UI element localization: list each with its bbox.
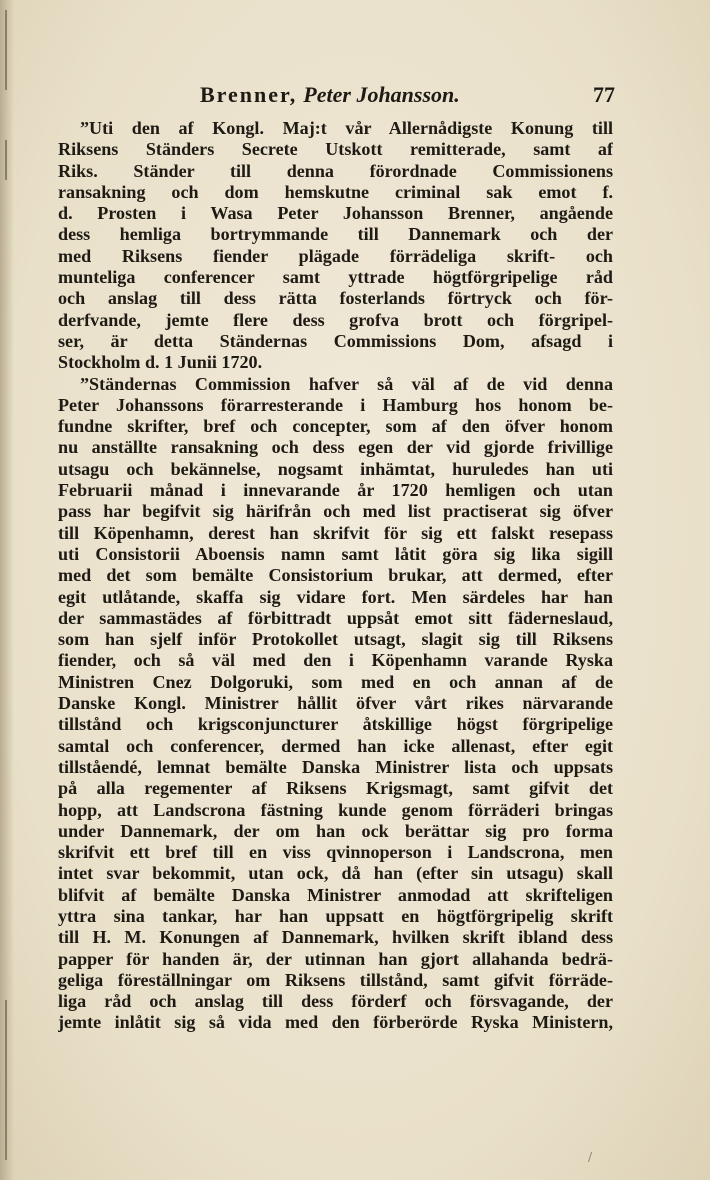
text-line: Riksens Ständers Secrete Utskott remitterade, samt af (58, 139, 613, 160)
text-line: på alla regementer af Riksens Krigsmagt, samt gifvit det (58, 778, 613, 799)
text-line: Danske Kongl. Ministrer hållit öfver vårt rikes närvarande (58, 693, 613, 714)
text-line: d. Prosten i Wasa Peter Johansson Brenner, angående (58, 203, 613, 224)
text-line: samtal och conferencer, dermed han icke allenast, efter egit (58, 735, 613, 756)
text-line: derfvande, jemte flere dess grofva brott och förgripel- (58, 309, 613, 330)
text-line: Februarii månad i innevarande år 1720 hemligen och utan (58, 480, 613, 501)
text-line: ”Ständernas Commission hafver så väl af de vid denna (80, 373, 613, 394)
text-line: nu anställte ransakning och dess egen der vid gjorde frivillige (58, 437, 613, 458)
text-line: Stockholm d. 1 Junii 1720. (58, 352, 263, 373)
text-line: der sammastädes af förbittradt uppsåt emot sitt fäderneslaud, (58, 607, 613, 628)
spine-edge-mark (5, 1000, 7, 1160)
running-head (200, 82, 460, 108)
text-line: med det som bemälte Consistorium brukar, att dermed, efter (58, 565, 613, 586)
text-line: under Dannemark, der om han ock berättar sig pro forma (58, 820, 613, 841)
body-text (58, 118, 613, 1034)
text-line: fundne skrifter, bref och concepter, som af den öfver honom (58, 416, 613, 437)
text-line: liga råd och anslag till dess förderf och försvagande, der (58, 991, 613, 1012)
text-line: intet svar bekommit, utan ock, då han (efter sin utsagu) skall (58, 863, 613, 884)
text-line: Riks. Ständer till denna förordnade Commissionens (58, 160, 613, 181)
spine-edge-mark (5, 140, 7, 180)
text-line: till Köpenhamn, derest han skrifvit för sig ett falskt resepass (58, 522, 613, 543)
author-surname: Brenner, (200, 82, 298, 107)
text-line: och anslag till dess rätta fosterlands förtryck och för- (58, 288, 613, 309)
text-line: pass har begifvit sig härifrån och med list practiserat sig öfver (58, 501, 613, 522)
text-line: fiender, och så väl med den i Köpenhamn varande Ryska (58, 650, 613, 671)
text-line: utsagu och bekännelse, nogsamt inhämtat, huruledes han uti (58, 458, 613, 479)
text-line: jemte inlåtit sig så vida med den förberörde Ryska Ministern, (58, 1012, 613, 1033)
text-line: ransakning och dom hemskutne criminal sak emot f. (58, 181, 613, 202)
text-line: tillståendé, lemnat bemälte Danska Ministrer lista och uppsats (58, 756, 613, 777)
text-line: geliga föreställningar om Riksens tillstånd, samt gifvit förräde- (58, 969, 613, 990)
text-line: skrifvit ett bref till en viss qvinnoperson i Landscrona, men (58, 842, 613, 863)
text-line: med Riksens fiender plägade förrädeliga skrift- och (58, 245, 613, 266)
text-line: tillstånd och krigsconjuncturer åtskillige högst förgripelige (58, 714, 613, 735)
page-number: 77 (593, 82, 615, 107)
page-header (200, 82, 615, 116)
spine-edge-mark (5, 10, 7, 90)
text-line: papper för handen är, der utinnan han gjort allahanda bedrä- (58, 948, 613, 969)
text-line: ser, är detta Ständernas Commissions Dom, afsagd i (58, 330, 613, 351)
text-line: blifvit af bemälte Danska Ministrer anmodad att skrifteligen (58, 884, 613, 905)
author-given-name: Peter Johansson. (303, 82, 460, 107)
text-line: munteliga conferencer samt yttrade högtförgripelige råd (58, 267, 613, 288)
text-line: Ministren Cnez Dolgoruki, som med en och annan af de (58, 671, 613, 692)
text-line: ”Uti den af Kongl. Maj:t vår Allernådigste Konung till (80, 118, 613, 138)
text-line: uti Consistorii Aboensis namn samt låtit göra sig lika sigill (58, 543, 613, 564)
text-line: egit utlåtande, skaffa sig vidare fort. Men särdeles har han (58, 586, 613, 607)
margin-mark: / (588, 1150, 593, 1164)
text-line: yttra sina tankar, har han uppsatt en högtförgripelig skrift (58, 905, 613, 926)
text-line: till H. M. Konungen af Dannemark, hvilken skrift ibland dess (58, 927, 613, 948)
text-line: Peter Johanssons förarresterande i Hamburg hos honom be- (58, 394, 613, 415)
spine-shadow (0, 0, 14, 1180)
text-line: som han sjelf inför Protokollet utsagt, slagit sig till Riksens (58, 629, 613, 650)
text-line: hopp, att Landscrona fästning kunde genom förräderi bringas (58, 799, 613, 820)
text-line: dess hemliga bortrymmande till Dannemark och der (58, 224, 613, 245)
